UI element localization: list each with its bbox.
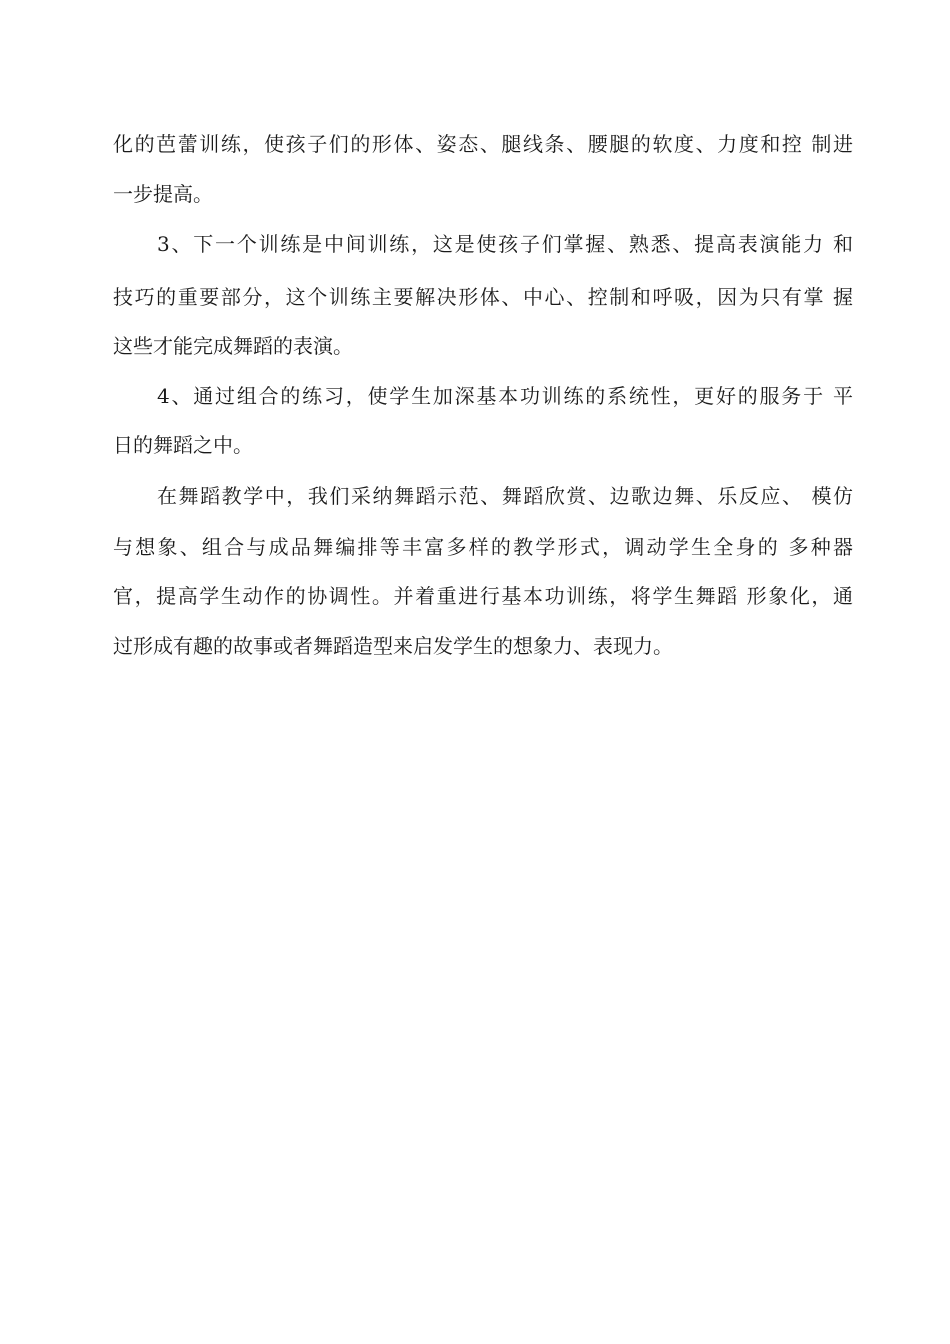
paragraph-4-line-3: 官，提高学生动作的协调性。并着重进行基本功训练，将学生舞蹈 形象化，通 <box>113 584 853 608</box>
paragraph-4-line-4: 过形成有趣的故事或者舞蹈造型来启发学生的想象力、表现力。 <box>113 634 673 658</box>
paragraph-2-line-2: 技巧的重要部分，这个训练主要解决形体、中心、控制和呼吸，因为只有掌 握 <box>113 285 853 309</box>
paragraph-3-line-1: 4、通过组合的练习，使学生加深基本功训练的系统性，更好的服务于 平 <box>157 384 853 408</box>
paragraph-3-line-2: 日的舞蹈之中。 <box>113 433 253 457</box>
paragraph-1-line-1: 化的芭蕾训练，使孩子们的形体、姿态、腿线条、腰腿的软度、力度和控 制进 <box>113 132 853 156</box>
paragraph-4-line-2: 与想象、组合与成品舞编排等丰富多样的教学形式，调动学生全身的 多种器 <box>113 535 853 559</box>
paragraph-1-line-2: 一步提高。 <box>113 182 213 206</box>
paragraph-2-line-3: 这些才能完成舞蹈的表演。 <box>113 334 353 358</box>
paragraph-4-line-1: 在舞蹈教学中，我们采纳舞蹈示范、舞蹈欣赏、边歌边舞、乐反应、 模仿 <box>157 484 853 508</box>
paragraph-2-line-1: 3、下一个训练是中间训练，这是使孩子们掌握、熟悉、提高表演能力 和 <box>157 232 853 256</box>
